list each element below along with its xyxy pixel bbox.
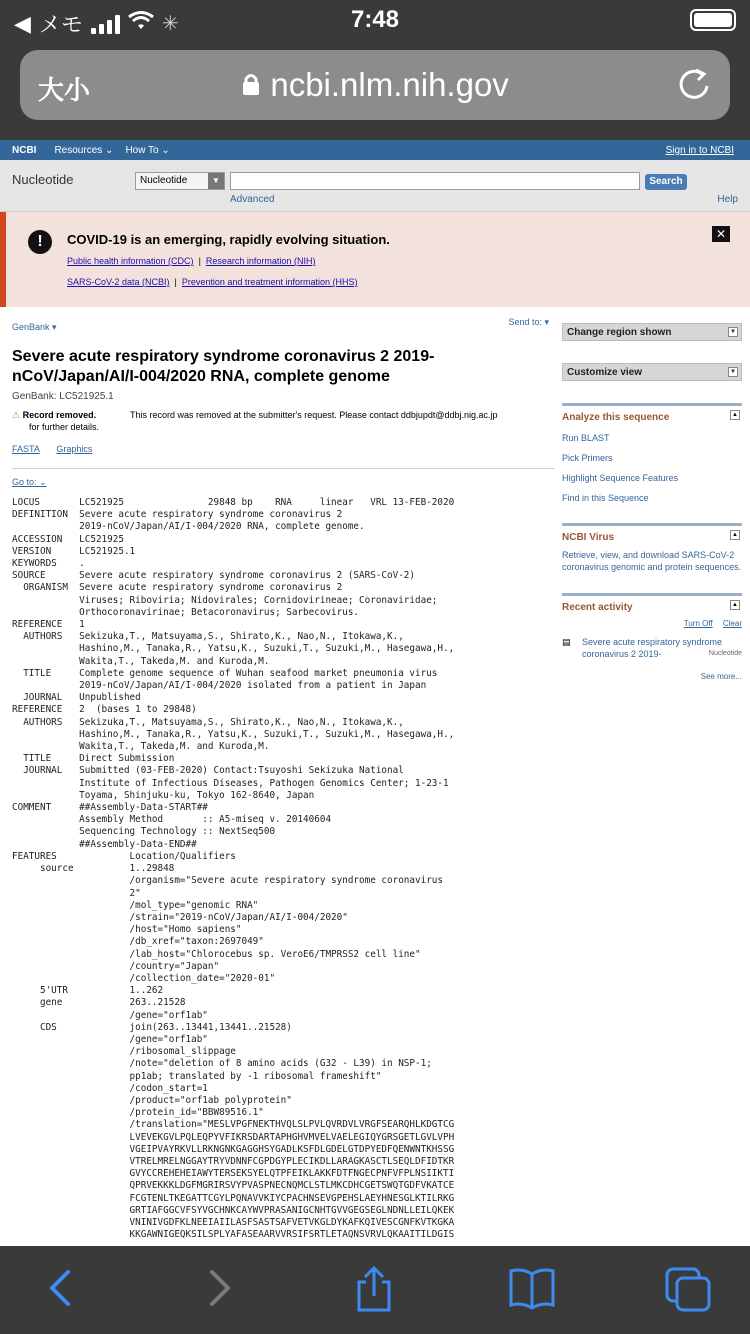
ncbi-data-link[interactable]: SARS-CoV-2 data (NCBI)	[67, 277, 170, 287]
search-bar	[0, 160, 750, 212]
safari-toolbar	[0, 1246, 750, 1334]
record-line: gene 263..21528	[12, 997, 186, 1009]
record-line: SOURCE Severe acute respiratory syndrome coronavirus 2 (SARS-CoV-2)	[12, 570, 415, 582]
record-line: 2"	[12, 887, 141, 899]
collapse-icon[interactable]: ▲	[730, 410, 740, 420]
tabs-icon[interactable]	[664, 1266, 708, 1310]
removed-label: Record removed.	[22, 410, 97, 420]
document-icon: ▤	[562, 637, 571, 647]
record-line: /translation="MESLVPGFNEKTHVQLSLPVLQVRDVLVRGFSEARQHLKDGTCG	[12, 1119, 455, 1131]
database-select[interactable]	[135, 172, 225, 190]
search-input[interactable]	[230, 172, 640, 190]
analyze-portlet	[562, 403, 742, 503]
alert-icon: !	[28, 230, 52, 254]
record-line: /lab_host="Chlorocebus sp. VeroE6/TMPRSS2 cell line"	[12, 948, 421, 960]
back-icon[interactable]	[40, 1266, 84, 1310]
record-line: VGEIPVAYRKVLLRKNGNKGAGGHSYGADLKSFDLGDELGTDPYEDFQENWNTKHSSG	[12, 1143, 455, 1155]
change-region-dropdown[interactable]	[562, 323, 742, 341]
genbank-label: GenBank	[12, 322, 50, 332]
record-line: KEYWORDS .	[12, 558, 85, 570]
chevron-down-icon: ⌄	[161, 144, 170, 156]
record-line: Sequencing Technology :: NextSeq500	[12, 826, 276, 838]
collapse-icon[interactable]: ▲	[730, 530, 740, 540]
how-to-label: How To	[125, 144, 159, 156]
record-line: TITLE Direct Submission	[12, 753, 175, 765]
ncbi-top-bar	[0, 140, 750, 160]
status-bar	[0, 0, 750, 40]
goto-label: Go to:	[12, 477, 37, 487]
turn-off-link[interactable]: Turn Off	[683, 619, 713, 628]
covid-alert-banner	[0, 212, 750, 307]
record-line: ACCESSION LC521925	[12, 533, 124, 545]
url-text: ncbi.nlm.nih.gov	[270, 66, 509, 103]
recent-item-db: Nucleotide	[708, 650, 742, 657]
dropdown-arrow-icon: ▼	[208, 173, 224, 189]
sidebar	[562, 323, 742, 697]
see-more-link[interactable]: See more...	[700, 672, 742, 681]
removed-notice	[12, 410, 555, 436]
ncbi-virus-title: NCBI Virus	[562, 532, 615, 543]
record-line: REFERENCE 1	[12, 619, 85, 631]
customize-view-label: Customize view	[567, 367, 643, 378]
record-line: Hashino,M., Tanaka,R., Yatsu,K., Suzuki,T., Suzuki,M., Hasegawa,H.,	[12, 728, 455, 740]
send-to-menu[interactable]: Send to: ▾	[508, 317, 549, 327]
record-line: LOCUS LC521925 29848 bp RNA linear VRL 13-FEB-2020	[12, 497, 455, 508]
accession-label: GenBank: LC521925.1	[12, 391, 114, 402]
removed-tail: for further details.	[29, 422, 100, 432]
resources-menu[interactable]	[54, 145, 113, 156]
web-page	[0, 140, 750, 1246]
record-line: /host="Homo sapiens"	[12, 924, 242, 936]
battery-icon	[690, 9, 736, 31]
resources-label: Resources	[54, 144, 103, 156]
record-line: /gene="orf1ab"	[12, 1009, 208, 1021]
record-line: TITLE Complete genome sequence of Wuhan seafood market pneumonia virus	[12, 667, 438, 679]
recent-item-link[interactable]: Severe acute respiratory syndrome coronavirus 2 2019-	[582, 637, 723, 659]
format-links	[12, 444, 555, 454]
bookmarks-icon[interactable]	[508, 1266, 552, 1310]
record-line: JOURNAL Submitted (03-FEB-2020) Contact:Tsuyoshi Sekizuka National	[12, 765, 404, 777]
search-button[interactable]: Search	[645, 174, 687, 190]
text-size-button[interactable]: 大小	[38, 75, 91, 105]
record-line: /organism="Severe acute respiratory syndrome coronavirus	[12, 875, 443, 887]
hhs-link[interactable]: Prevention and treatment information (HHS)	[181, 277, 358, 287]
clear-link[interactable]: Clear	[722, 619, 742, 628]
change-region-label: Change region shown	[567, 327, 672, 338]
record-line: ORGANISM Severe acute respiratory syndrome coronavirus 2	[12, 582, 343, 594]
record-line: JOURNAL Unpublished	[12, 692, 141, 704]
dropdown-arrow-icon: ▼	[728, 367, 738, 377]
record-line: VTRELMRELNGGAYTRYVDNNFCGPDGYPLECIKDLLARAGKASCTLSEQLDFIDTKR	[12, 1155, 455, 1167]
record-line: /note="deletion of 8 amino acids (G32 - L39) in NSP-1;	[12, 1058, 432, 1070]
genbank-format-menu[interactable]: GenBank ▾	[12, 322, 57, 332]
sign-in-link[interactable]: Sign in to NCBI	[665, 144, 734, 156]
alert-links-row-1: Public health information (CDC) | Research information (NIH)	[67, 256, 316, 266]
collapse-icon[interactable]: ▲	[730, 600, 740, 610]
ncbi-logo[interactable]: NCBI	[12, 144, 37, 156]
record-line: VNINIVGDFKLNEEIAIILASFSASTSAFVETVKGLDYKAFKQIVESCGNFKVTKGKA	[12, 1216, 455, 1228]
record-line: Hashino,M., Tanaka,R., Yatsu,K., Suzuki,T., Suzuki,M., Hasegawa,H.,	[12, 643, 455, 655]
alert-links-row-2: SARS-CoV-2 data (NCBI) | Prevention and treatment information (HHS)	[67, 277, 358, 287]
record-line: 2019-nCoV/Japan/AI/I-004/2020 RNA, complete genome.	[12, 521, 365, 533]
database-select-value: Nucleotide	[140, 175, 188, 186]
warning-icon: ⚠	[12, 410, 21, 420]
record-line: QPRVEKKKLDGFMGRIRSVYPVASPNECNQMCLSTLMKCDHCGETSWQTGDFVKATCE	[12, 1180, 455, 1192]
removed-message: This record was removed at the submitter's request. Please contact ddbjupdt@ddbj.nig.ac.jp	[130, 410, 498, 420]
goto-menu[interactable]	[12, 468, 555, 488]
record-line: Wakita,T., Takeda,M. and Kuroda,M.	[12, 655, 270, 667]
find-in-sequence-link[interactable]: Find in this Sequence	[562, 493, 649, 503]
record-line: Assembly Method :: A5-miseq v. 20140604	[12, 814, 332, 826]
record-line: Viruses; Riboviria; Nidovirales; Cornidovirineae; Coronaviridae;	[12, 594, 438, 606]
record-line: /strain="2019-nCoV/Japan/AI/I-004/2020"	[12, 911, 348, 923]
record-line: KKGAWNIGEQKSILSPLYAFASEAARVVRSIFSRTLETAQNSVRVLQKAAITILDGIS	[12, 1229, 455, 1241]
run-blast-link[interactable]: Run BLAST	[562, 433, 610, 443]
page-title: Severe acute respiratory syndrome coronavirus 2 2019-nCoV/Japan/AI/I-004/2020 RNA, complete genome	[12, 348, 435, 385]
record-line: 5'UTR 1..262	[12, 985, 164, 997]
record-line: Wakita,T., Takeda,M. and Kuroda,M.	[12, 741, 270, 753]
activity-spinner-icon: ✳	[161, 13, 179, 35]
alert-title: COVID-19 is an emerging, rapidly evolving situation.	[67, 232, 390, 247]
how-to-menu[interactable]	[125, 145, 169, 156]
ncbi-virus-link[interactable]: Retrieve, view, and download SARS-CoV-2 coronavirus genomic and protein sequences.	[562, 550, 742, 572]
record-line: /collection_date="2020-01"	[12, 972, 276, 984]
database-title: Nucleotide	[12, 172, 74, 187]
analyze-title: Analyze this sequence	[562, 412, 670, 423]
ncbi-virus-portlet	[562, 523, 742, 573]
record-line: Orthocoronavirinae; Betacoronavirus; Sarbecovirus.	[12, 606, 360, 618]
record-line: COMMENT ##Assembly-Data-START##	[12, 802, 208, 814]
record-line: Institute of Infectious Diseases, Pathogen Genomics Center; 1-23-1	[12, 777, 449, 789]
record-line: /ribosomal_slippage	[12, 1046, 236, 1058]
back-to-app-icon[interactable]: ◀	[14, 10, 31, 36]
pick-primers-link[interactable]: Pick Primers	[562, 453, 613, 463]
record-line: CDS join(263..13441,13441..21528)	[12, 1021, 292, 1033]
send-to-label: Send to:	[508, 317, 542, 327]
record-line: /codon_start=1	[12, 1082, 208, 1094]
customize-view-dropdown[interactable]	[562, 363, 742, 381]
forward-icon[interactable]	[196, 1266, 240, 1310]
record-line: 2019-nCoV/Japan/AI/I-004/2020 isolated from a patient in Japan	[12, 680, 427, 692]
highlight-features-link[interactable]: Highlight Sequence Features	[562, 473, 679, 483]
record-line: ##Assembly-Data-END##	[12, 838, 197, 850]
record-line: FCGTENLTKEGATTCGYLPQNAVVKIYCPACHNSEVGPEHSLAEYHNESGLKTILRKG	[12, 1192, 455, 1204]
record-line: AUTHORS Sekizuka,T., Matsuyama,S., Shirato,K., Nao,N., Itokawa,K.,	[12, 631, 404, 643]
reload-icon[interactable]	[678, 66, 712, 107]
carrier-label: メモ	[38, 12, 83, 37]
record-line: /gene="orf1ab"	[12, 1033, 208, 1045]
record-line: AUTHORS Sekizuka,T., Matsuyama,S., Shirato,K., Nao,N., Itokawa,K.,	[12, 716, 404, 728]
chevron-down-icon: ⌄	[39, 477, 47, 487]
record-line: Toyama, Shinjuku-ku, Tokyo 162-8640, Japan	[12, 789, 315, 801]
recent-activity-portlet	[562, 593, 742, 681]
record-line: /mol_type="genomic RNA"	[12, 899, 259, 911]
record-line: /db_xref="taxon:2697049"	[12, 936, 264, 948]
record-line: GVYCCREHEHEIAWYTERSEKSYELQTPFEIKLAKKFDTFNGECPNFVFPLNSIIKTI	[12, 1168, 455, 1180]
record-line: /product="orf1ab polyprotein"	[12, 1094, 292, 1106]
dropdown-arrow-icon: ▼	[728, 327, 738, 337]
cdc-link[interactable]: Public health information (CDC)	[67, 256, 194, 266]
recent-activity-title: Recent activity	[562, 602, 633, 613]
help-link[interactable]: Help	[717, 194, 738, 205]
chevron-down-icon: ⌄	[105, 144, 114, 156]
record-line: source 1..29848	[12, 863, 175, 875]
record-line: FEATURES Location/Qualifiers	[12, 850, 236, 862]
url-display[interactable]	[20, 66, 730, 104]
record-line: pp1ab; translated by -1 ribosomal frameshift"	[12, 1070, 382, 1082]
nih-link[interactable]: Research information (NIH)	[205, 256, 316, 266]
close-icon[interactable]: ✕	[712, 226, 730, 242]
address-bar[interactable]	[20, 50, 730, 120]
share-icon[interactable]	[352, 1266, 396, 1310]
fasta-link[interactable]: FASTA	[12, 444, 40, 454]
genbank-record	[12, 497, 555, 1241]
lock-icon	[241, 66, 270, 103]
record-line: /protein_id="BBW89516.1"	[12, 1107, 264, 1119]
record-line: GRTIAFGGCVFSYVGCHNKCAYWVPRASANIGCNHTGVVGEGSEGLNDNLLEILQKEK	[12, 1204, 455, 1216]
graphics-link[interactable]: Graphics	[56, 444, 93, 454]
record-line: DEFINITION Severe acute respiratory syndrome coronavirus 2	[12, 509, 343, 521]
record-line: REFERENCE 2 (bases 1 to 29848)	[12, 704, 197, 716]
record-line: /country="Japan"	[12, 960, 220, 972]
record-line: LVEVEKGVLPQLEQPYVFIKRSDARTAPHGHVMVELVAELEGIQYGRSGETLGVLVPH	[12, 1131, 455, 1143]
clock: 7:48	[350, 6, 400, 33]
advanced-link[interactable]: Advanced	[230, 194, 275, 205]
record-line: VERSION LC521925.1	[12, 545, 136, 557]
record-main	[12, 317, 555, 1241]
